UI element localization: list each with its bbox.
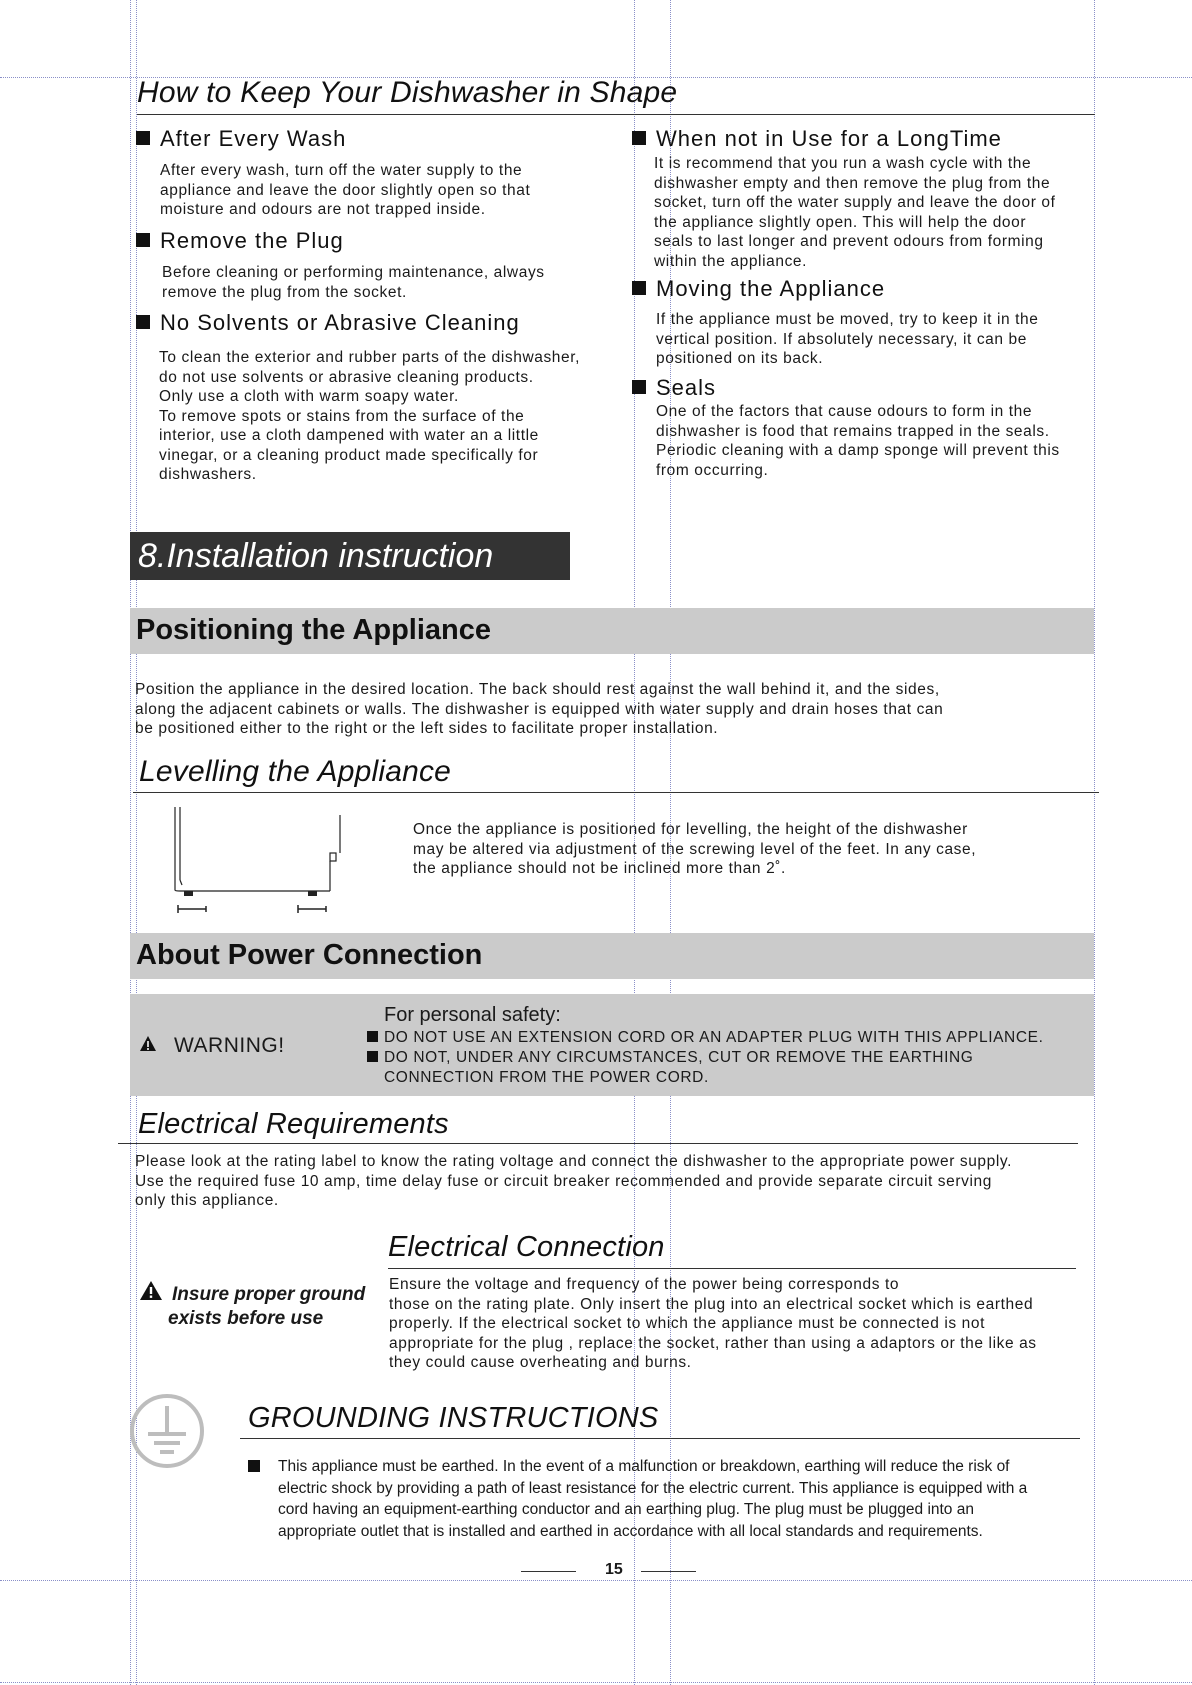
text-line: they could cause overheating and burns. <box>389 1354 692 1371</box>
section-heading <box>136 310 520 336</box>
safety-item <box>367 1028 1044 1048</box>
text-line: be positioned either to the right or the left sides to facilitate proper installation. <box>135 720 719 737</box>
section-heading <box>136 228 344 254</box>
section-heading-label: Seals <box>656 375 717 400</box>
section-title: Electrical Requirements <box>138 1108 449 1140</box>
text-line: To remove spots or stains from the surface of the <box>159 407 525 425</box>
text-line: appropriate for the plug , replace the socket, rather than using a adaptors or the like as <box>389 1334 1037 1352</box>
text-line: within the appliance. <box>654 252 808 270</box>
text-line: Before cleaning or performing maintenance, always <box>162 264 545 281</box>
section-rule <box>240 1438 1080 1439</box>
electrical-requirements-text <box>135 1152 1012 1211</box>
bullet-square-icon <box>367 1031 378 1042</box>
warning-label: WARNING! <box>174 1034 285 1057</box>
text-line: If the appliance must be moved, try to keep it in the <box>656 311 1039 328</box>
ground-symbol-icon <box>128 1392 206 1470</box>
ground-notice <box>146 1283 365 1331</box>
safety-item-text: DO NOT USE AN EXTENSION CORD OR AN ADAPTER PLUG WITH THIS APPLIANCE. <box>384 1029 1044 1046</box>
text-line: interior, use a cloth dampened with water an a little <box>159 427 539 444</box>
grounding-text <box>278 1456 1027 1542</box>
text-line: Once the appliance is positioned for levelling, the height of the dishwasher <box>413 821 968 838</box>
text-line: seals to last longer and prevent odours from forming <box>654 233 1044 250</box>
section-heading-label: After Every Wash <box>160 126 347 151</box>
text-line: vinegar, or a cleaning product made specifically for <box>159 446 539 464</box>
bullet-square-icon <box>632 380 646 394</box>
text-line: remove the plug from the socket. <box>162 283 407 301</box>
section-heading-label: When not in Use for a LongTime <box>656 126 1002 151</box>
section-title: About Power Connection <box>136 939 483 971</box>
text-line: socket, turn off the water supply and leave the door of <box>654 194 1056 211</box>
text-line: To clean the exterior and rubber parts of the dishwasher, <box>159 349 581 366</box>
section-rule <box>388 1268 1076 1269</box>
text-line: Periodic cleaning with a damp sponge will prevent this <box>656 442 1060 459</box>
levelling-text <box>413 820 976 879</box>
bullet-square-icon <box>632 281 646 295</box>
bullet-square-icon <box>136 233 150 247</box>
safety-item-continuation: CONNECTION FROM THE POWER CORD. <box>384 1069 709 1086</box>
text-line: those on the rating plate. Only insert the plug into an electrical socket which is earthed <box>389 1295 1034 1313</box>
section-title: Electrical Connection <box>388 1231 665 1263</box>
page-title: How to Keep Your Dishwasher in Shape <box>137 76 678 109</box>
text-line: Ensure the voltage and frequency of the power being corresponds to <box>389 1276 900 1293</box>
section-heading-label: Remove the Plug <box>160 228 344 253</box>
text-line: Position the appliance in the desired location. The back should rest against the wall behind it, and the sides, <box>135 681 940 698</box>
section-title: GROUNDING INSTRUCTIONS <box>248 1402 659 1434</box>
text-line: Use the required fuse 10 amp, time delay fuse or circuit breaker recommended and provide separate circuit serving <box>135 1172 992 1190</box>
title-rule <box>137 114 1095 115</box>
section-heading <box>632 276 885 302</box>
text-line: appropriate outlet that is installed and earthed in accordance with all local standards and requirements. <box>278 1522 983 1540</box>
section-rule <box>118 1143 1078 1144</box>
text-line: Please look at the rating label to know the rating voltage and connect the dishwasher to the appropriate power supply. <box>135 1153 1013 1170</box>
ground-notice-line: exists before use <box>168 1308 324 1329</box>
text-line: from occurring. <box>656 461 769 479</box>
text-line: Only use a cloth with warm soapy water. <box>159 388 459 405</box>
section-rule <box>133 792 1099 793</box>
ground-notice-line: Insure proper ground <box>172 1284 366 1305</box>
section-text <box>656 310 1038 369</box>
text-line: dishwashers. <box>159 466 257 483</box>
text-line: the appliance slightly open. This will help the door <box>654 213 1027 231</box>
page-number: 15 <box>605 1561 623 1578</box>
positioning-text <box>135 680 943 739</box>
safety-list <box>367 1028 1044 1088</box>
electrical-connection-text <box>389 1275 1037 1373</box>
section-text <box>162 263 545 302</box>
section-text <box>159 348 580 485</box>
bullet-square-icon <box>632 131 646 145</box>
text-line: dishwasher is food that remains trapped in the seals. <box>656 422 1050 440</box>
bullet-square-icon <box>248 1460 260 1472</box>
text-line: along the adjacent cabinets or walls. The dishwasher is equipped with water supply and drain hoses that can <box>135 700 944 718</box>
chapter-title: 8.Installation instruction <box>130 532 570 580</box>
page-number-rule <box>641 1571 696 1572</box>
text-line: vertical position. If absolutely necessary, it can be <box>656 330 1027 348</box>
guide-line <box>0 1580 1192 1581</box>
bullet-square-icon <box>367 1051 378 1062</box>
text-line: electric shock by providing a path of least resistance for the electric current. This appliance is equipped with a <box>278 1479 1028 1497</box>
text-line: dishwasher empty and then remove the plug from the <box>654 174 1051 192</box>
section-text <box>656 402 1060 480</box>
text-line: It is recommend that you run a wash cycle with the <box>654 155 1032 172</box>
text-line: positioned on its back. <box>656 350 824 367</box>
guide-line <box>0 1682 1192 1683</box>
bullet-square-icon <box>136 315 150 329</box>
text-line: properly. If the electrical socket to which the appliance must be connected is not <box>389 1315 986 1332</box>
section-heading <box>632 126 1002 152</box>
text-line: appliance and leave the door slightly open so that <box>160 181 531 199</box>
warning-triangle-icon <box>139 1035 157 1052</box>
safety-item-text: DO NOT, UNDER ANY CIRCUMSTANCES, CUT OR REMOVE THE EARTHING <box>384 1049 974 1066</box>
text-line: may be altered via adjustment of the screwing level of the feet. In any case, <box>413 840 977 858</box>
section-heading <box>632 375 716 401</box>
dishwasher-levelling-illustration <box>170 805 350 920</box>
text-line: After every wash, turn off the water supply to the <box>160 162 523 179</box>
guide-line <box>1094 0 1095 1685</box>
text-line: One of the factors that cause odours to form in the <box>656 403 1033 420</box>
text-line: This appliance must be earthed. In the event of a malfunction or breakdown, earthing will reduce the risk of <box>278 1458 1010 1475</box>
section-heading <box>136 126 346 152</box>
safety-item <box>367 1048 1044 1068</box>
text-line: only this appliance. <box>135 1192 279 1209</box>
safety-title: For personal safety: <box>384 1004 561 1026</box>
section-heading-label: No Solvents or Abrasive Cleaning <box>160 310 520 335</box>
section-title: Levelling the Appliance <box>139 755 452 788</box>
section-text <box>654 154 1056 271</box>
section-heading-label: Moving the Appliance <box>656 276 886 301</box>
section-title: Positioning the Appliance <box>136 614 491 646</box>
section-text <box>160 161 530 220</box>
text-line: the appliance should not be inclined more than 2˚. <box>413 860 786 877</box>
bullet-square-icon <box>136 131 150 145</box>
text-line: cord having an equipment-earthing conductor and an earthing plug. The plug must be plugged into an <box>278 1501 974 1518</box>
text-line: moisture and odours are not trapped inside. <box>160 201 486 218</box>
text-line: do not use solvents or abrasive cleaning products. <box>159 368 534 386</box>
page-number-rule <box>521 1571 576 1572</box>
